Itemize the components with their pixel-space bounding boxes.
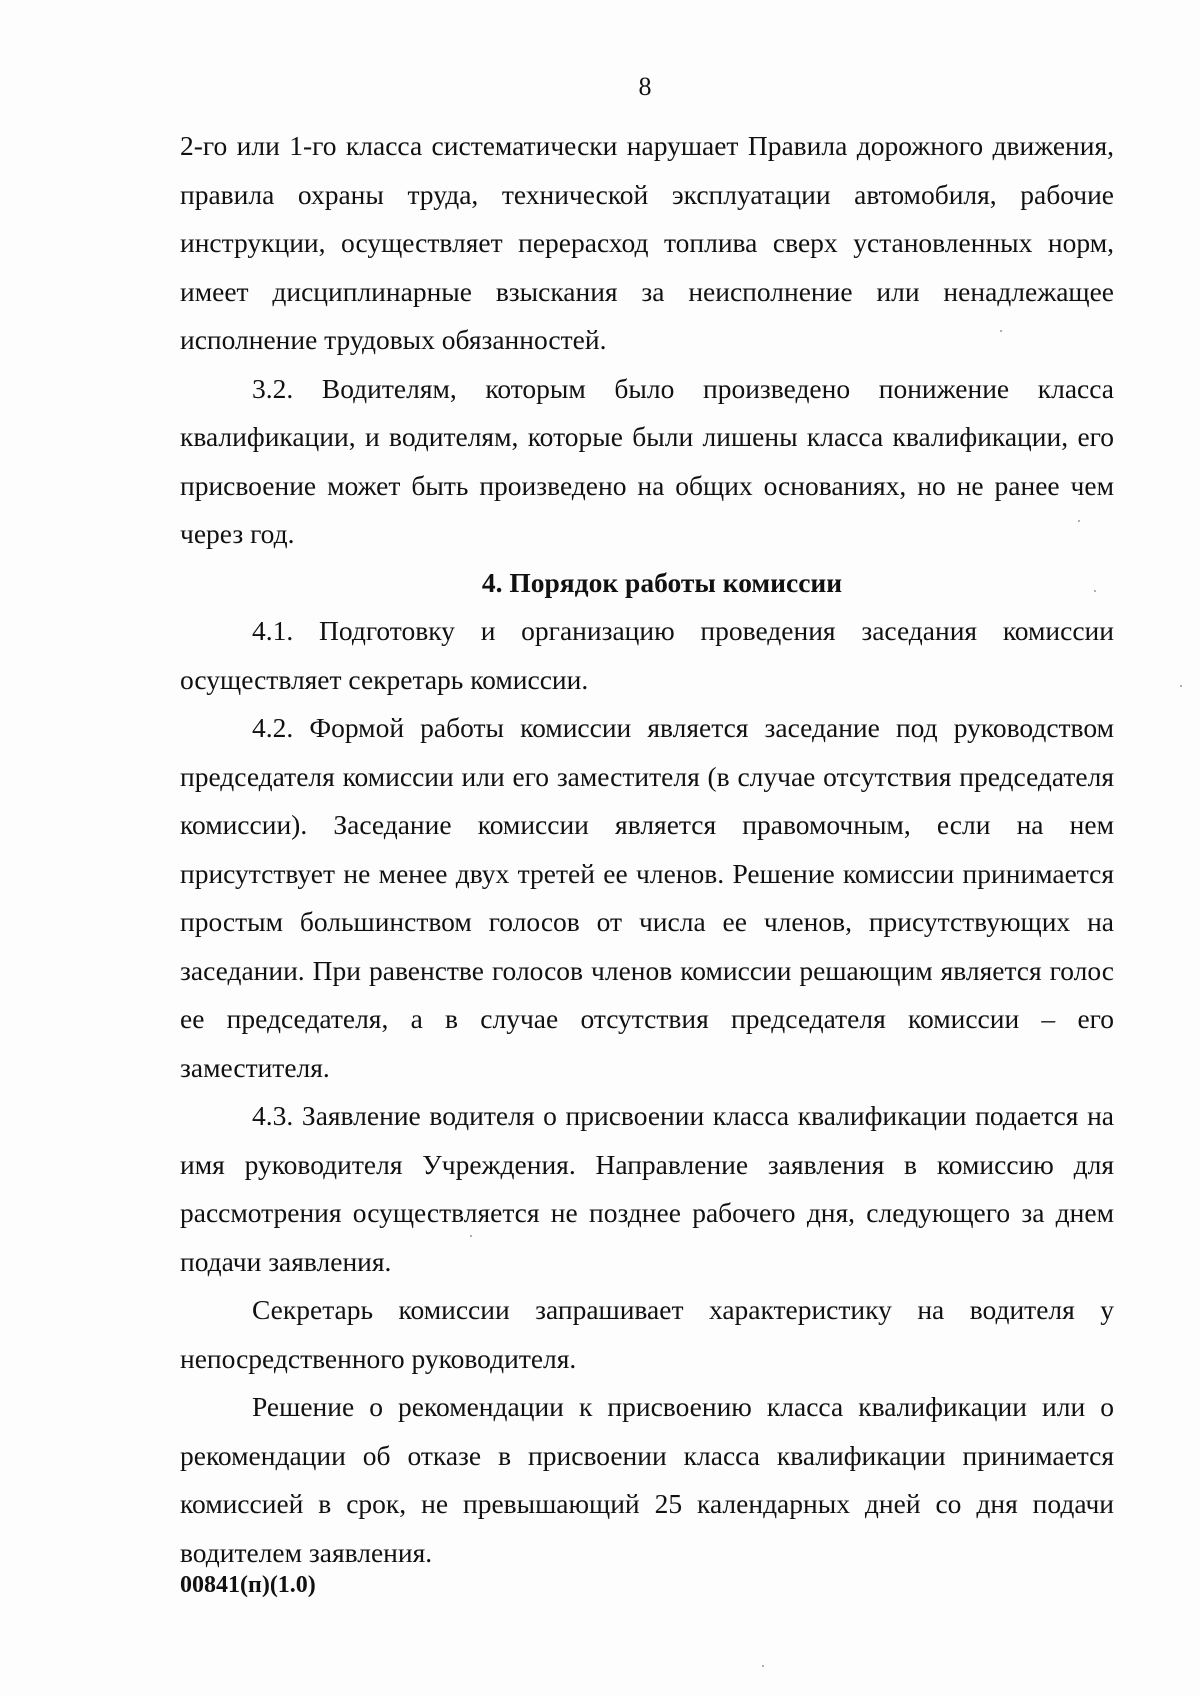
scan-speck — [470, 1235, 472, 1237]
paragraph-4-1: 4.1. Подготовку и организацию проведения заседания комиссии осуществляет секретарь комиссии. — [180, 615, 1114, 695]
document-code: 00841(п)(1.0) — [180, 1572, 316, 1598]
paragraph-4-3: 4.3. Заявление водителя о присвоении класса квалификации подается на имя руководителя Учреждения. Направление заявления в комиссию для рассмотрения осуществляется не позднее рабочего дня, следующего за днем подачи заявления. — [180, 1100, 1114, 1277]
page-number: 8 — [638, 72, 652, 101]
paragraph-secretary: Секретарь комиссии запрашивает характеристику на водителя у непосредственного руководителя. — [180, 1294, 1114, 1374]
scan-speck — [1094, 590, 1096, 592]
document-body — [180, 122, 1114, 1577]
scan-speck — [1000, 330, 1002, 332]
paragraph-continuation: 2-го или 1-го класса систематически нарушает Правила дорожного движения, правила охраны труда, технической эксплуатации автомобиля, рабочие инструкции, осуществляет перерасход топлива сверх установленных норм, имеет дисциплинарные взыскания за неисполнение или ненадлежащее исполнение трудовых обязанностей. — [180, 130, 1114, 355]
scan-speck — [1180, 685, 1182, 687]
section-heading: 4. Порядок работы комиссии — [481, 566, 843, 598]
scan-speck — [1078, 520, 1080, 522]
paragraph-decision: Решение о рекомендации к присвоению класса квалификации или о рекомендации об отказе в присвоении класса квалификации принимается комиссией в срок, не превышающий 25 календарных дней со дня подачи водителем заявления. — [180, 1391, 1114, 1568]
scan-speck — [762, 1665, 764, 1667]
paragraph-3-2: 3.2. Водителям, которым было произведено понижение класса квалификации, и водителям, которые были лишены класса квалификации, его присвоение может быть произведено на общих основаниях, но не ранее чем через год. — [180, 372, 1114, 549]
paragraph-4-2: 4.2. Формой работы комиссии является заседание под руководством председателя комиссии или его заместителя (в случае отсутствия председателя комиссии). Заседание комиссии является правомочным, если на нем присутствует не менее двух третей ее членов. Решение комиссии принимается простым большинством голосов от числа ее членов, присутствующих на заседании. При равенстве голосов членов комиссии решающим является голос ее председателя, а в случае отсутствия председателя комиссии – его заместителя. — [180, 712, 1114, 1083]
